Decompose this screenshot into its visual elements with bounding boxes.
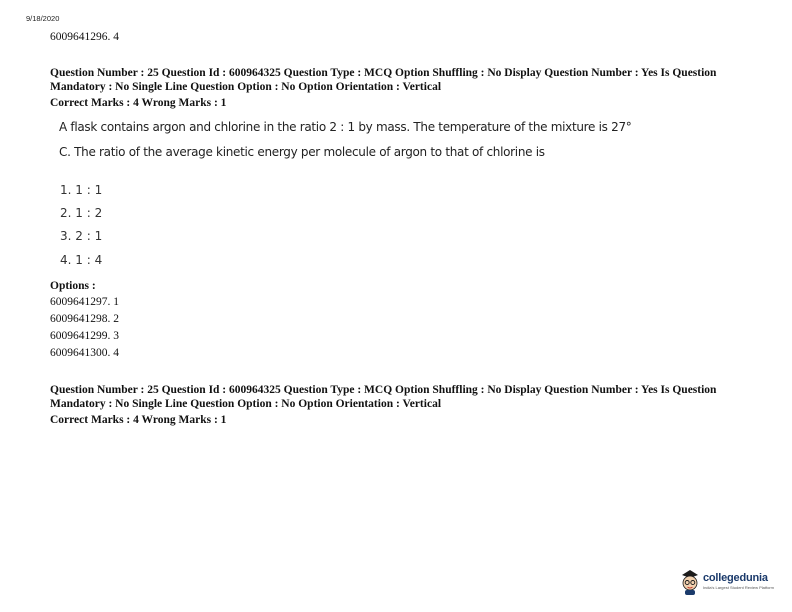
question-text-line-2: C. The ratio of the average kinetic energy per molecule of argon to that of chlorine is xyxy=(59,145,545,159)
question-2-meta-line-2: Mandatory : No Single Line Question Option : No Option Orientation : Vertical xyxy=(50,398,442,410)
option-id-1: 6009641297. 1 xyxy=(50,296,119,308)
question-meta-line-2: Mandatory : No Single Line Question Option : No Option Orientation : Vertical xyxy=(50,81,442,93)
choice-4: 4. 1 : 4 xyxy=(60,253,103,267)
choice-1: 1. 1 : 1 xyxy=(60,183,103,197)
question-2-marks: Correct Marks : 4 Wrong Marks : 1 xyxy=(50,414,227,426)
question-2-meta-line-1: Question Number : 25 Question Id : 600964325 Question Type : MCQ Option Shuffling : No Display Question Number : Yes Is Question xyxy=(50,384,717,396)
logo-name: collegedunia xyxy=(702,572,768,584)
collegedunia-logo xyxy=(679,566,774,596)
mascot-icon xyxy=(679,566,701,596)
previous-option-id: 6009641296. 4 xyxy=(50,31,119,43)
question-marks: Correct Marks : 4 Wrong Marks : 1 xyxy=(50,97,227,109)
print-date: 9/18/2020 xyxy=(26,14,60,23)
choice-2: 2. 1 : 2 xyxy=(60,206,103,220)
options-label: Options : xyxy=(50,280,96,292)
option-id-3: 6009641299. 3 xyxy=(50,330,119,342)
logo-tagline: India's Largest Student Review Platform xyxy=(702,585,774,590)
question-text-line-1: A flask contains argon and chlorine in the ratio 2 : 1 by mass. The temperature of the mixture is 27° xyxy=(59,120,632,134)
question-meta-line-1: Question Number : 25 Question Id : 600964325 Question Type : MCQ Option Shuffling : No Display Question Number : Yes Is Question xyxy=(50,67,717,79)
option-id-4: 6009641300. 4 xyxy=(50,347,119,359)
option-id-2: 6009641298. 2 xyxy=(50,313,119,325)
choice-3: 3. 2 : 1 xyxy=(60,229,103,243)
